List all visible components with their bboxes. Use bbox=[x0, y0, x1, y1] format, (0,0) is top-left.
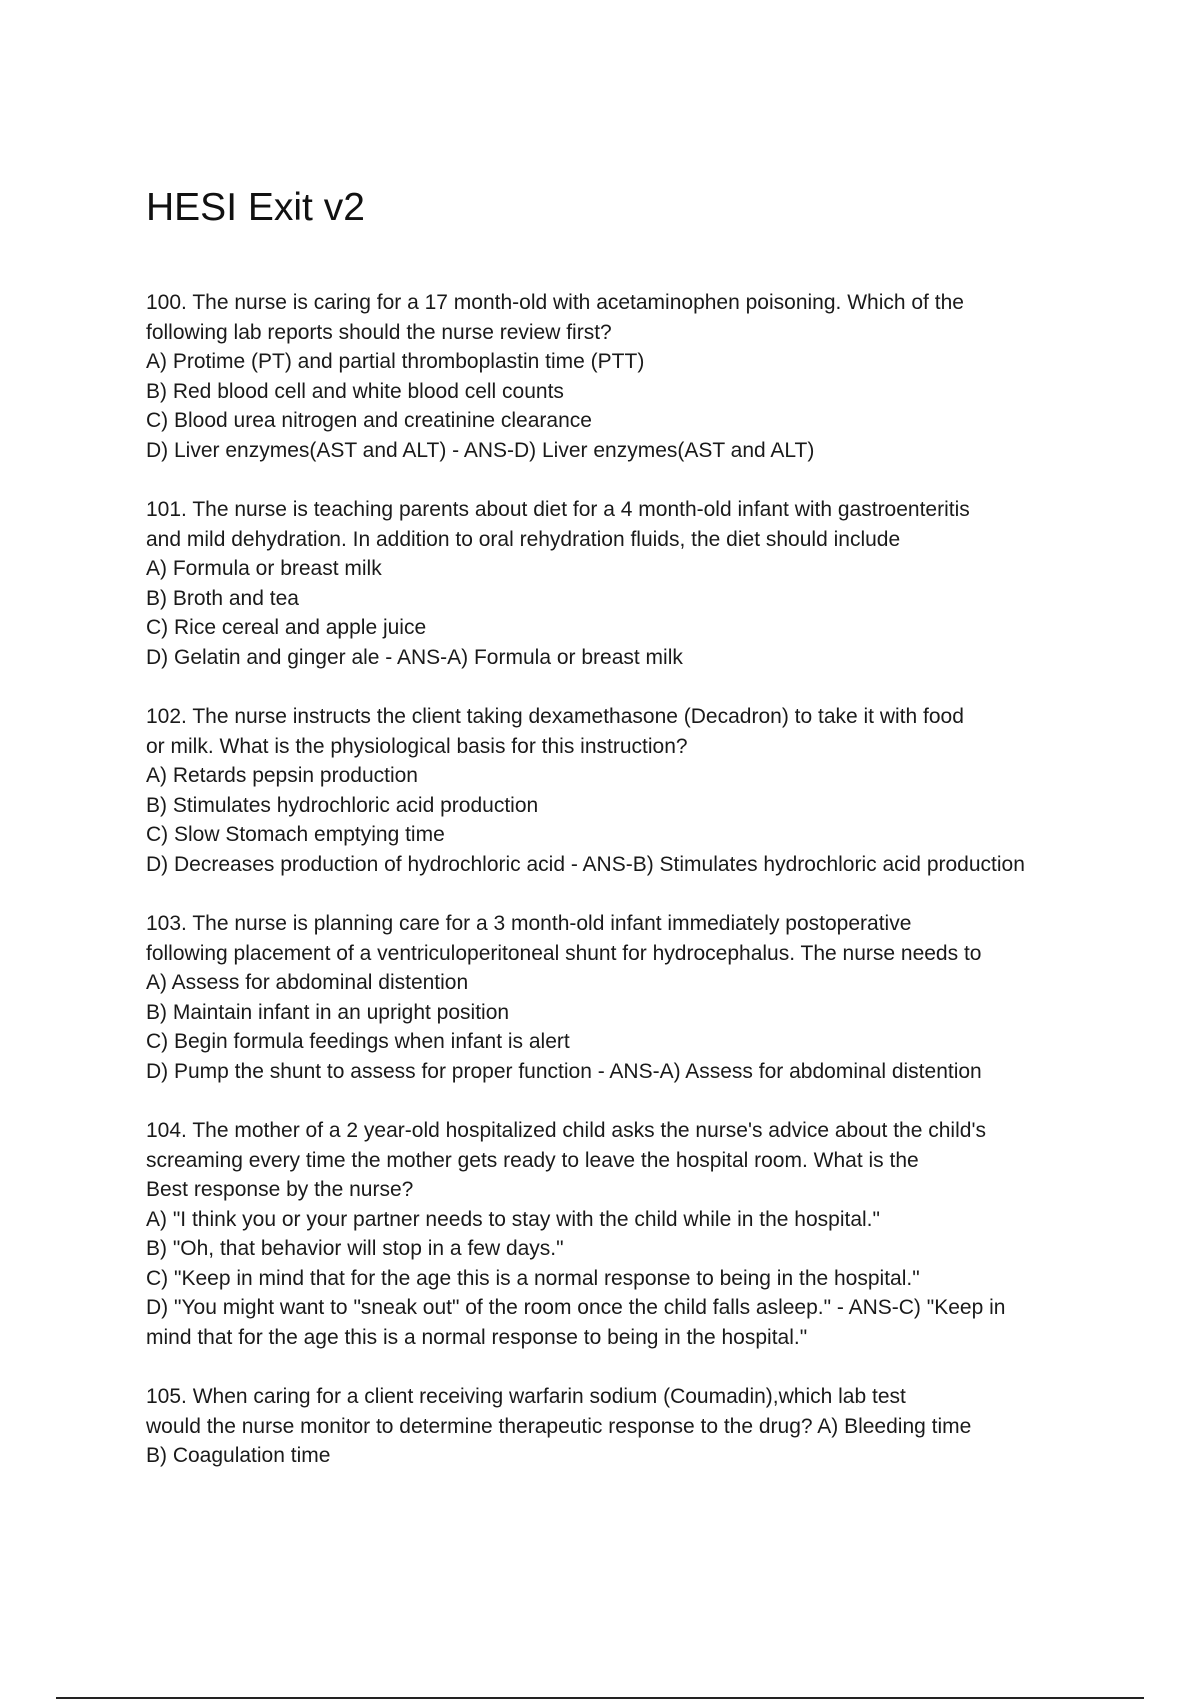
question-100 bbox=[146, 288, 1106, 465]
question-100-option-b: B) Red blood cell and white blood cell counts bbox=[146, 379, 564, 403]
question-101-line-1: 101. The nurse is teaching parents about diet for a 4 month-old infant with gastroenteritis bbox=[146, 498, 970, 521]
question-103-option-d-answer: D) Pump the shunt to assess for proper function - ANS-A) Assess for abdominal distention bbox=[146, 1059, 982, 1083]
question-101-option-d-answer: D) Gelatin and ginger ale - ANS-A) Formula or breast milk bbox=[146, 645, 683, 669]
question-100-line-2: following lab reports should the nurse review first? bbox=[146, 320, 612, 344]
question-104-line-1: 104. The mother of a 2 year-old hospitalized child asks the nurse's advice about the child's bbox=[146, 1119, 986, 1142]
question-105 bbox=[146, 1382, 1106, 1471]
question-101-option-b: B) Broth and tea bbox=[146, 586, 299, 610]
question-100-option-c: C) Blood urea nitrogen and creatinine clearance bbox=[146, 409, 592, 432]
question-100-option-a: A) Protime (PT) and partial thromboplastin time (PTT) bbox=[146, 350, 645, 373]
question-102-option-c: C) Slow Stomach emptying time bbox=[146, 823, 445, 846]
question-102-line-2: or milk. What is the physiological basis for this instruction? bbox=[146, 734, 688, 758]
question-104-option-c: C) "Keep in mind that for the age this is a normal response to being in the hospital." bbox=[146, 1266, 920, 1290]
question-102-option-b: B) Stimulates hydrochloric acid production bbox=[146, 793, 539, 817]
question-103-line-2: following placement of a ventriculoperitoneal shunt for hydrocephalus. The nurse needs to bbox=[146, 941, 982, 965]
question-105-line-1: 105. When caring for a client receiving warfarin sodium (Coumadin),which lab test bbox=[146, 1385, 906, 1408]
question-100-line-1: 100. The nurse is caring for a 17 month-old with acetaminophen poisoning. Which of the bbox=[146, 291, 964, 314]
question-101-line-2: and mild dehydration. In addition to oral rehydration fluids, the diet should include bbox=[146, 527, 901, 551]
document-page bbox=[146, 180, 1106, 1501]
question-103 bbox=[146, 909, 1106, 1086]
question-104-option-a: A) "I think you or your partner needs to stay with the child while in the hospital." bbox=[146, 1207, 880, 1231]
question-102-option-d-answer: D) Decreases production of hydrochloric acid - ANS-B) Stimulates hydrochloric acid production bbox=[146, 852, 1025, 876]
question-100-option-d-answer: D) Liver enzymes(AST and ALT) - ANS-D) Liver enzymes(AST and ALT) bbox=[146, 438, 815, 462]
question-104-answer-continued: mind that for the age this is a normal response to being in the hospital." bbox=[146, 1325, 808, 1349]
question-103-option-b: B) Maintain infant in an upright position bbox=[146, 1000, 510, 1024]
question-103-option-c: C) Begin formula feedings when infant is alert bbox=[146, 1030, 570, 1053]
question-105-option-b: B) Coagulation time bbox=[146, 1444, 331, 1467]
question-103-option-a: A) Assess for abdominal distention bbox=[146, 971, 469, 994]
question-102-option-a: A) Retards pepsin production bbox=[146, 764, 418, 787]
question-104-line-2: screaming every time the mother gets ready to leave the hospital room. What is the bbox=[146, 1148, 919, 1172]
question-102 bbox=[146, 702, 1106, 879]
question-101-option-c: C) Rice cereal and apple juice bbox=[146, 616, 427, 639]
question-104-option-b: B) "Oh, that behavior will stop in a few days." bbox=[146, 1237, 564, 1260]
question-101-option-a: A) Formula or breast milk bbox=[146, 557, 382, 580]
question-104-line-3: Best response by the nurse? bbox=[146, 1178, 414, 1201]
question-104-option-d-answer: D) "You might want to "sneak out" of the room once the child falls asleep." - ANS-C) "Keep in bbox=[146, 1296, 1006, 1319]
question-104 bbox=[146, 1116, 1106, 1352]
question-102-line-1: 102. The nurse instructs the client taking dexamethasone (Decadron) to take it with food bbox=[146, 705, 964, 728]
question-105-line-2: would the nurse monitor to determine therapeutic response to the drug? A) Bleeding time bbox=[146, 1414, 972, 1438]
question-101 bbox=[146, 495, 1106, 672]
question-103-line-1: 103. The nurse is planning care for a 3 month-old infant immediately postoperative bbox=[146, 912, 912, 935]
document-title: HESI Exit v2 bbox=[146, 186, 365, 229]
footer-divider bbox=[56, 1697, 1144, 1699]
